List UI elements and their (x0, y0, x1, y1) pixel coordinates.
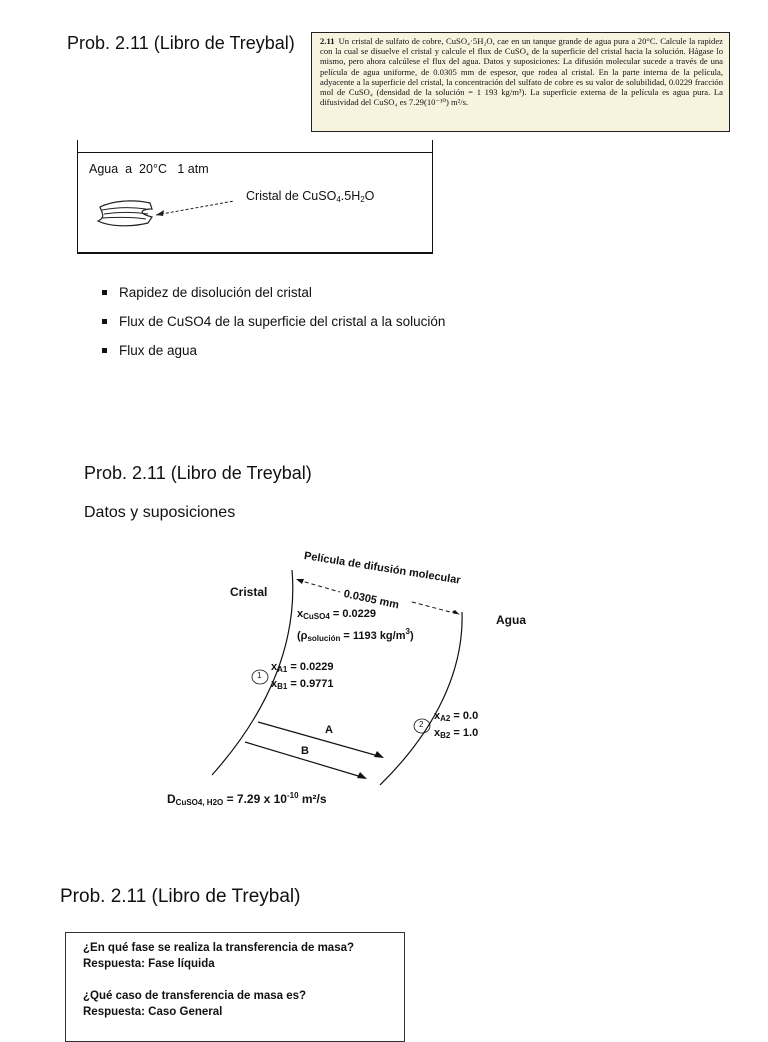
film-label: Película de difusión molecular (303, 550, 462, 587)
objectives-list (102, 285, 445, 372)
list-item: Flux de CuSO4 de la superficie del cristal a la solución (102, 314, 445, 343)
problem-text: Un cristal de sulfato de cobre, CuSO₄·5H₂O, cae en un tanque grande de agua pura a 20°C. Calcule la rapidez con la cual se disuelve el cristal y calcule el flux de CuSO₄ de la superficie del cristal hacia la solución. Hágase lo mismo, pero ahora calcúlese el flux del agua. Datos y suposiciones: La difusión molecular sucede a través de una película de agua uniforme, de 0.0305 mm de espesor, que rodea al cristal. En la parte interna de la película, adyacente a la superficie del cristal, la concentración del sulfato de cobre es su valor de solubilidad, 0.0229 fracción mol de CuSO₄ (densidad de la solución = 1 193 kg/m³). La superficie externa de la película es agua pura. La difusividad del CuSO₄ es 7.29(10⁻¹⁰) m²/s. (320, 36, 723, 108)
diffusivity-label: $D_{CuSO4, H2O} = 7.29$ x $10^{-10}$ m²/s (167, 791, 327, 807)
tank-conditions-label: Agua a 20°C 1 atm (89, 162, 209, 176)
point2-values: $x_{A2} = 0.0$ $x_{B2} = 1.0$ (434, 710, 479, 740)
concentration-label: $x_{CuSO4} = 0.0229$ ($\rho_{solución} = 1193$ $kg/m^3$) (297, 608, 414, 643)
arrow-b-label: B (301, 745, 309, 757)
arrow-a-label: A (325, 724, 333, 736)
problem-statement-box (311, 32, 730, 132)
crystal-label: Cristal de $CuSO_4.5H_2O$ (246, 189, 375, 204)
crystal-side-label: Cristal (230, 585, 268, 599)
problem-number: 2.11 (320, 36, 335, 46)
point1-marker: 1 (257, 671, 262, 680)
slide1-title: Prob. 2.11 (Libro de Treybal) (67, 33, 295, 53)
answer-2: Respuesta: Caso General (83, 1006, 223, 1018)
point2-marker: 2 (419, 720, 424, 729)
answer-1: Respuesta: Fase líquida (83, 958, 215, 970)
question-1: ¿En qué fase se realiza la transferencia de masa? (83, 942, 355, 954)
tank-right-wall (432, 140, 433, 253)
water-surface-line (77, 152, 433, 153)
tank-bottom (77, 252, 433, 254)
tank-left-wall (77, 140, 78, 253)
slide3-title: Prob. 2.11 (Libro de Treybal) (60, 886, 301, 907)
water-side-label: Agua (496, 613, 526, 627)
question-2: ¿Qué caso de transferencia de masa es? (83, 990, 307, 1002)
list-item: Flux de agua (102, 343, 445, 372)
crystal-icon (92, 195, 262, 235)
question-answer-box (65, 932, 405, 1042)
list-item: Rapidez de disolución del cristal (102, 285, 445, 314)
thickness-label: 0.0305 mm (342, 588, 401, 612)
slide2-subtitle: Datos y suposiciones (84, 504, 236, 521)
slide2-title: Prob. 2.11 (Libro de Treybal) (84, 463, 312, 483)
point1-values: $x_{A1} = 0.0229$ $x_{B1} = 0.9771$ (271, 661, 334, 691)
